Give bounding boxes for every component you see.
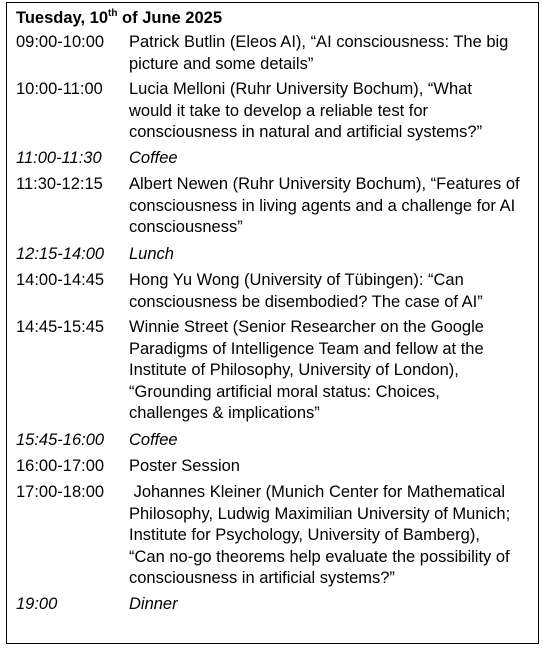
session-time: 16:00-17:00 (16, 457, 105, 475)
session-line: Philosophy, Ludwig Maximilian University of Munich; (129, 504, 511, 523)
day-header-rest: of June 2025 (117, 9, 223, 27)
session-line: challenges & implications” (129, 404, 320, 422)
session-time: 09:00-10:00 (16, 33, 105, 51)
session-description (129, 317, 537, 425)
session-line: Lucia Melloni (Ruhr University Bochum), “What (129, 80, 472, 98)
session-time: 14:45-15:45 (16, 318, 105, 336)
session-line: Institute of Philosophy, University of London), (129, 361, 459, 379)
session-time: 14:00-14:45 (16, 271, 105, 289)
session-description (129, 482, 537, 590)
session-description (129, 456, 537, 478)
session-line: picture and some details” (129, 54, 314, 73)
session-line: consciousness in living agents and a challenge for AI (129, 196, 516, 215)
session-time: 11:30-12:15 (16, 175, 103, 193)
session-line: “Grounding artificial moral status: Choices, (129, 382, 440, 401)
session-time: 17:00-18:00 (16, 483, 105, 501)
schedule-table (6, 2, 539, 644)
day-header-ordinal: th (108, 7, 118, 19)
session-description (129, 148, 537, 170)
session-line: consciousness in artificial systems?” (129, 569, 395, 587)
session-description (129, 244, 537, 266)
session-line: consciousness” (129, 218, 243, 236)
session-line: Paradigms of Intelligence Team and fellow at the (129, 339, 484, 358)
session-line: Poster Session (129, 457, 240, 475)
session-time: 12:15-14:00 (16, 245, 105, 263)
session-line: Hong Yu Wong (University of Tübingen): “Can (129, 271, 464, 289)
session-line: “Can no-go theorems help evaluate the possibility of (129, 547, 510, 566)
session-description (129, 594, 537, 616)
session-line: Coffee (129, 149, 178, 167)
session-line: Institute for Psychology, University of Bamberg), (129, 526, 480, 544)
day-header-weekday: Tuesday, 10 (16, 9, 109, 27)
session-line: Lunch (129, 245, 174, 263)
session-description (129, 174, 537, 239)
session-description (129, 79, 537, 144)
session-description (129, 270, 537, 313)
session-description (129, 32, 537, 75)
session-line: Winnie Street (Senior Researcher on the Google (129, 318, 484, 336)
session-time: 10:00-11:00 (16, 80, 103, 98)
day-header (16, 8, 222, 28)
session-line: Coffee (129, 431, 178, 449)
session-line: consciousness be disembodied? The case of AI” (129, 292, 483, 311)
session-time: 19:00 (16, 595, 58, 613)
session-time: 11:00-11:30 (16, 149, 102, 167)
session-line: Patrick Butlin (Eleos AI), “AI consciousness: The big (129, 33, 509, 51)
session-line: would it take to develop a reliable test for (129, 101, 429, 120)
session-line: Dinner (129, 595, 178, 613)
session-line: Albert Newen (Ruhr University Bochum), “Features of (129, 175, 520, 193)
session-line: consciousness in natural and artificial systems?” (129, 123, 483, 141)
session-description (129, 430, 537, 452)
session-line: Johannes Kleiner (Munich Center for Mathematical (129, 483, 506, 501)
session-time: 15:45-16:00 (16, 431, 105, 449)
